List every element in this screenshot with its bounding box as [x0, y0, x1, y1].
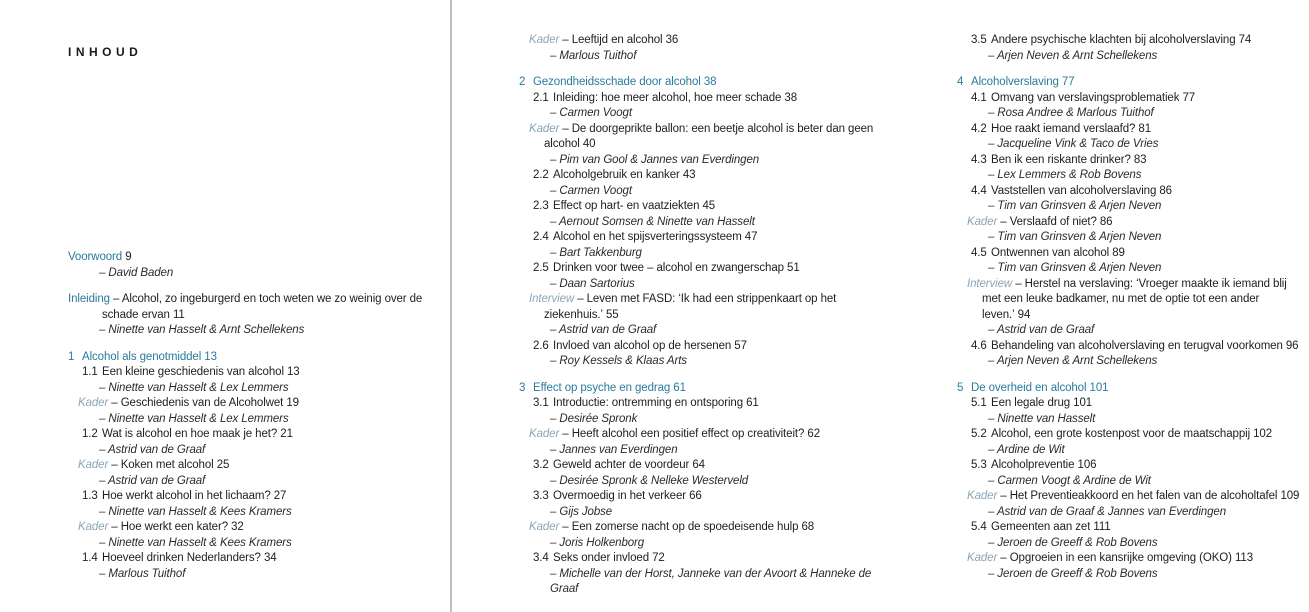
entry-page: 74	[1235, 34, 1252, 46]
toc-entry-section	[957, 122, 1308, 138]
entry-authors: – Arjen Neven & Arnt Schellekens	[988, 355, 1158, 367]
toc-column-left	[68, 44, 451, 582]
entry-number: 2.1	[533, 91, 549, 104]
entry-authors: – Tim van Grinsven & Arjen Neven	[988, 231, 1162, 243]
entry-label: Kader	[967, 552, 998, 564]
entry-page: 66	[686, 490, 702, 502]
entry-authors: – Carmen Voogt	[550, 107, 632, 119]
entry-page: 64	[689, 459, 705, 471]
entry-label: Kader	[78, 397, 109, 409]
entry-label: Kader	[967, 215, 998, 228]
entry-title: Drinken voor twee – alcohol en zwangerschap	[553, 262, 784, 274]
label-dash: –	[559, 521, 572, 533]
entry-title: Alcohol, een grote kostenpost voor de maatschappij	[991, 428, 1251, 440]
entry-title: Een zomerse nacht op de spoedeisende hulp	[571, 521, 799, 533]
toc-entry-kader	[519, 520, 895, 536]
entry-authors: – Ninette van Hasselt & Arnt Schellekens	[99, 324, 305, 336]
entry-authors: – Ninette van Hasselt & Kees Kramers	[99, 505, 292, 518]
entry-authors: – Jacqueline Vink & Taco de Vries	[988, 138, 1159, 150]
toc-entry-section	[519, 458, 895, 474]
entry-title: Herstel na verslaving: ‘Vroeger maakte ik iemand blij met een leuke badkamer, nu met de optie tot een ander leven.’	[982, 277, 1287, 321]
entry-page: 61	[670, 381, 686, 394]
entry-page: 13	[283, 366, 300, 378]
toc-entry-section	[68, 551, 451, 567]
toc-entry-kader	[68, 520, 451, 536]
entry-authors: – Michelle van der Horst, Janneke van der Avoort & Hanneke de Graaf	[550, 567, 872, 595]
toc-entry-section	[519, 261, 895, 277]
entry-title: Alcohol als genotmiddel	[82, 350, 202, 363]
entry-number: 1.4	[82, 552, 98, 564]
toc-column-right	[957, 33, 1308, 582]
entry-page: 77	[1058, 76, 1075, 88]
entry-number: 4.4	[971, 184, 987, 197]
entry-title: Geschiedenis van de Alcoholwet	[120, 397, 284, 409]
entry-authors: – Ardine de Wit	[988, 443, 1065, 456]
entry-title: Koken met alcohol	[120, 459, 214, 471]
label-dash: –	[559, 428, 572, 440]
entry-authors: – Arjen Neven & Arnt Schellekens	[988, 49, 1158, 62]
entry-number: 3	[519, 381, 526, 394]
entry-page: 55	[602, 308, 619, 321]
entry-label: Kader	[78, 521, 109, 533]
label-dash: –	[997, 552, 1010, 564]
toc-entry-kader	[519, 122, 895, 153]
entry-number: 5.1	[971, 397, 987, 409]
entry-number: 2.6	[533, 339, 549, 352]
entry-title: Een kleine geschiedenis van alcohol	[102, 366, 284, 378]
entry-authors: – Jeroen de Greeff & Rob Bovens	[988, 567, 1158, 580]
toc-entry-front	[68, 250, 451, 266]
toc-spacer	[68, 281, 451, 292]
entry-number: 2.2	[533, 169, 549, 181]
entry-title: Effect op psyche en gedrag	[533, 381, 671, 394]
entry-number: 5.4	[971, 521, 987, 533]
entry-page: 43	[679, 169, 696, 181]
entry-authors: – Bart Takkenburg	[550, 246, 642, 259]
entry-number: 2	[519, 76, 526, 88]
entry-page: 111	[1090, 521, 1111, 533]
label-dash: –	[1012, 277, 1025, 290]
entry-title: Alcohol en het spijsverteringssysteem	[553, 231, 742, 243]
entry-number: 4.3	[971, 153, 987, 166]
entry-authors: – Desirée Spronk	[550, 412, 638, 425]
entry-authors: – Astrid van de Graaf & Jannes van Everdingen	[988, 505, 1226, 518]
entry-page: 11	[169, 308, 185, 321]
entry-label: Inleiding	[68, 293, 110, 305]
entry-page: 83	[1130, 153, 1147, 166]
toc-entry-section	[957, 427, 1308, 443]
label-dash: –	[108, 521, 121, 533]
entry-label: Kader	[529, 521, 560, 533]
entry-title: Hoe werkt alcohol in het lichaam?	[102, 490, 271, 502]
entry-title: Seks onder invloed	[553, 552, 650, 564]
entry-page: 89	[1109, 246, 1125, 259]
toc-entries-middle	[519, 33, 895, 598]
entry-label: Kader	[529, 122, 560, 135]
entry-authors: – Roy Kessels & Klaas Arts	[550, 355, 687, 367]
entry-authors: – Rosa Andree & Marlous Tuithof	[988, 107, 1154, 119]
toc-spacer	[957, 64, 1308, 75]
entry-page: 27	[270, 490, 287, 502]
entry-authors: – Carmen Voogt & Ardine de Wit	[988, 474, 1151, 487]
toc-spacer	[957, 370, 1308, 381]
entry-title: Gemeenten aan zet	[991, 521, 1091, 533]
entry-authors: – Ninette van Hasselt & Lex Lemmers	[99, 412, 289, 425]
entry-authors: – Desirée Spronk & Nelleke Westerveld	[550, 474, 749, 487]
entry-title: Hoe werkt een kater?	[120, 521, 228, 533]
entry-page: 32	[228, 521, 244, 533]
entry-authors: – Ninette van Hasselt & Lex Lemmers	[99, 381, 289, 394]
entry-title: Heeft alcohol een positief effect op creativiteit?	[571, 428, 805, 440]
entry-number: 5	[957, 381, 964, 394]
entry-title: Hoeveel drinken Nederlanders?	[102, 552, 261, 564]
toc-entry-chapter	[957, 381, 1308, 397]
entry-label: Kader	[78, 459, 109, 471]
entry-title: Verslaafd of niet?	[1009, 215, 1097, 228]
toc-entry-section	[519, 230, 895, 246]
entry-page: 13	[201, 350, 217, 363]
entry-title: Behandeling van alcoholverslaving en terugval voorkomen	[991, 339, 1283, 352]
entry-page: 47	[741, 231, 758, 243]
entry-authors: – Tim van Grinsven & Arjen Neven	[988, 262, 1162, 274]
entry-page: 86	[1096, 215, 1113, 228]
entry-number: 3.4	[533, 552, 549, 564]
toc-entry-section	[519, 396, 895, 412]
toc-entry-section	[519, 199, 895, 215]
entry-title: Ben ik een riskante drinker?	[991, 153, 1131, 166]
toc-entry-section	[957, 91, 1308, 107]
entry-title: Een legale drug	[991, 397, 1071, 409]
entry-number: 2.5	[533, 262, 549, 274]
entry-page: 102	[1250, 428, 1273, 440]
entry-title: Het Preventieakkoord en het falen van de alcoholtafel	[1009, 490, 1278, 502]
entry-authors: – Daan Sartorius	[550, 277, 635, 290]
toc-entry-kader	[957, 215, 1308, 231]
entry-page: 96	[1282, 339, 1299, 352]
page-title: INHOUD	[68, 45, 143, 59]
entry-label: Interview	[967, 277, 1013, 290]
label-dash: –	[109, 293, 122, 305]
entry-label: Interview	[529, 293, 575, 305]
toc-spacer	[68, 339, 451, 350]
entry-title: Omvang van verslavingsproblematiek	[991, 91, 1180, 104]
label-dash: –	[559, 34, 572, 46]
entry-title: Alcoholgebruik en kanker	[553, 169, 680, 181]
toc-entries-left	[68, 250, 451, 582]
entry-page: 106	[1074, 459, 1097, 471]
entry-authors: – Pim van Gool & Jannes van Everdingen	[550, 153, 760, 166]
entry-number: 1.2	[82, 428, 98, 440]
toc-column-middle	[519, 33, 895, 598]
toc-entry-section	[519, 91, 895, 107]
label-dash: –	[574, 293, 587, 305]
entry-number: 4.1	[971, 91, 987, 104]
label-dash: –	[997, 215, 1010, 228]
entry-title: Opgroeien in een kansrijke omgeving (OKO)	[1009, 552, 1232, 564]
entry-page: 38	[781, 91, 797, 104]
toc-spacer	[519, 370, 895, 381]
toc-entry-intro	[68, 292, 451, 323]
entry-page: 19	[283, 397, 299, 409]
entry-authors: – David Baden	[99, 266, 174, 279]
entry-title: Hoe raakt iemand verslaafd?	[991, 122, 1136, 135]
toc-entry-kader	[957, 489, 1308, 505]
toc-entry-chapter	[519, 381, 895, 397]
label-dash: –	[108, 459, 121, 471]
entry-title: Alcoholverslaving	[971, 76, 1059, 88]
entry-label: Kader	[529, 34, 560, 46]
entry-page: 36	[662, 34, 679, 46]
toc-entry-chapter	[519, 75, 895, 91]
entry-label: Kader	[529, 428, 560, 440]
entry-authors: – Aernout Somsen & Ninette van Hasselt	[550, 215, 755, 228]
entry-number: 3.1	[533, 397, 549, 409]
entry-number: 3.2	[533, 459, 549, 471]
entry-authors: – Tim van Grinsven & Arjen Neven	[988, 200, 1162, 212]
entry-page: 34	[260, 552, 277, 564]
entry-number: 3.5	[971, 34, 987, 46]
label-dash: –	[108, 397, 121, 409]
entry-title: Inleiding: hoe meer alcohol, hoe meer schade	[553, 91, 782, 104]
entry-title: Overmoedig in het verkeer	[553, 490, 687, 502]
entry-title: De doorgeprikte ballon: een beetje alcohol is beter dan geen alcohol	[544, 122, 874, 150]
toc-entry-section	[957, 246, 1308, 262]
entry-title: Geweld achter de voordeur	[553, 459, 690, 471]
entry-page: 45	[699, 200, 716, 212]
toc-entry-section	[519, 168, 895, 184]
entry-number: 1.1	[82, 366, 98, 378]
entry-authors: – Carmen Voogt	[550, 184, 632, 197]
toc-entry-chapter	[957, 75, 1308, 91]
toc-entries-right	[957, 33, 1308, 582]
entry-title: Effect op hart- en vaatziekten	[553, 200, 700, 212]
entry-page: 72	[649, 552, 665, 564]
toc-entry-section	[957, 520, 1308, 536]
entry-number: 1	[68, 350, 75, 363]
entry-authors: – Lex Lemmers & Rob Bovens	[988, 169, 1142, 181]
entry-title: Ontwennen van alcohol	[991, 246, 1110, 259]
entry-title: Alcoholpreventie	[991, 459, 1075, 471]
entry-label: Voorwoord	[68, 251, 123, 263]
toc-entry-interview	[519, 292, 895, 323]
entry-number: 4.5	[971, 246, 987, 259]
entry-authors: – Gijs Jobse	[550, 505, 613, 518]
toc-entry-section	[519, 489, 895, 505]
label-dash: –	[559, 122, 572, 135]
entry-title: Leeftijd en alcohol	[571, 34, 663, 46]
entry-title: Wat is alcohol en hoe maak je het?	[102, 428, 278, 440]
toc-entry-chapter	[68, 350, 451, 366]
entry-title: Vaststellen van alcoholverslaving	[991, 184, 1157, 197]
entry-authors: – Marlous Tuithof	[99, 567, 186, 580]
toc-entry-kader	[68, 396, 451, 412]
toc-spacer	[519, 64, 895, 75]
entry-page: 25	[213, 459, 230, 471]
toc-entry-section	[519, 339, 895, 355]
entry-number: 1.3	[82, 490, 98, 502]
toc-entry-section	[957, 339, 1308, 355]
toc-entry-section	[68, 427, 451, 443]
entry-title: Andere psychische klachten bij alcoholverslaving	[991, 34, 1236, 46]
toc-entry-kader	[519, 33, 895, 49]
entry-title: De overheid en alcohol	[971, 381, 1087, 394]
entry-number: 2.4	[533, 231, 549, 243]
label-dash: –	[997, 490, 1010, 502]
toc-entry-section	[957, 396, 1308, 412]
toc-entry-kader	[68, 458, 451, 474]
toc-entry-interview	[957, 277, 1308, 324]
entry-number: 4.2	[971, 122, 987, 135]
entry-authors: – Astrid van de Graaf	[99, 474, 206, 487]
entry-authors: – Astrid van de Graaf	[988, 324, 1095, 336]
entry-authors: – Ninette van Hasselt	[988, 412, 1096, 425]
entry-title: Invloed van alcohol op de hersenen	[553, 339, 732, 352]
toc-entry-section	[68, 365, 451, 381]
entry-number: 5.3	[971, 459, 987, 471]
toc-entry-section	[957, 458, 1308, 474]
entry-page: 113	[1231, 552, 1254, 564]
entry-authors: – Jeroen de Greeff & Rob Bovens	[988, 536, 1158, 549]
entry-number: 5.2	[971, 428, 987, 440]
toc-entry-section	[957, 184, 1308, 200]
entry-authors: – Astrid van de Graaf	[550, 324, 657, 336]
entry-page: 38	[700, 76, 717, 88]
entry-number: 2.3	[533, 200, 549, 212]
entry-number: 3.3	[533, 490, 549, 502]
entry-title: Gezondheidsschade door alcohol	[533, 76, 701, 88]
toc-entry-section	[519, 551, 895, 567]
entry-authors: – Astrid van de Graaf	[99, 443, 206, 456]
entry-page: 62	[804, 428, 820, 440]
entry-number: 4.6	[971, 339, 987, 352]
entry-page: 9	[122, 251, 132, 263]
entry-number: 4	[957, 76, 964, 88]
toc-entry-kader	[519, 427, 895, 443]
entry-page: 57	[731, 339, 747, 352]
toc-entry-section	[68, 489, 451, 505]
entry-page: 94	[1014, 308, 1031, 321]
entry-authors: – Jannes van Everdingen	[550, 443, 678, 456]
entry-page: 101	[1086, 381, 1109, 394]
entry-title: Alcohol, zo ingeburgerd en toch weten we zo weinig over de schade ervan	[102, 293, 423, 321]
entry-authors: – Joris Holkenborg	[550, 536, 645, 549]
toc-entry-section	[957, 153, 1308, 169]
entry-page: 51	[783, 262, 800, 274]
entry-page: 68	[798, 521, 815, 533]
toc-entry-kader	[957, 551, 1308, 567]
entry-authors: – Marlous Tuithof	[550, 49, 637, 62]
entry-page: 61	[743, 397, 759, 409]
toc-entry-section	[957, 33, 1308, 49]
entry-page: 77	[1179, 91, 1196, 104]
entry-page: 40	[579, 138, 596, 150]
entry-title: Leven met FASD: ‘Ik had een strippenkaart op het ziekenhuis.’	[544, 293, 837, 321]
entry-title: Introductie: ontremming en ontsporing	[553, 397, 743, 409]
entry-page: 109	[1277, 490, 1300, 502]
entry-label: Kader	[967, 490, 998, 502]
entry-page: 86	[1156, 184, 1172, 197]
entry-page: 81	[1135, 122, 1152, 135]
entry-authors: – Ninette van Hasselt & Kees Kramers	[99, 536, 292, 549]
entry-page: 101	[1070, 397, 1093, 409]
entry-page: 21	[277, 428, 293, 440]
